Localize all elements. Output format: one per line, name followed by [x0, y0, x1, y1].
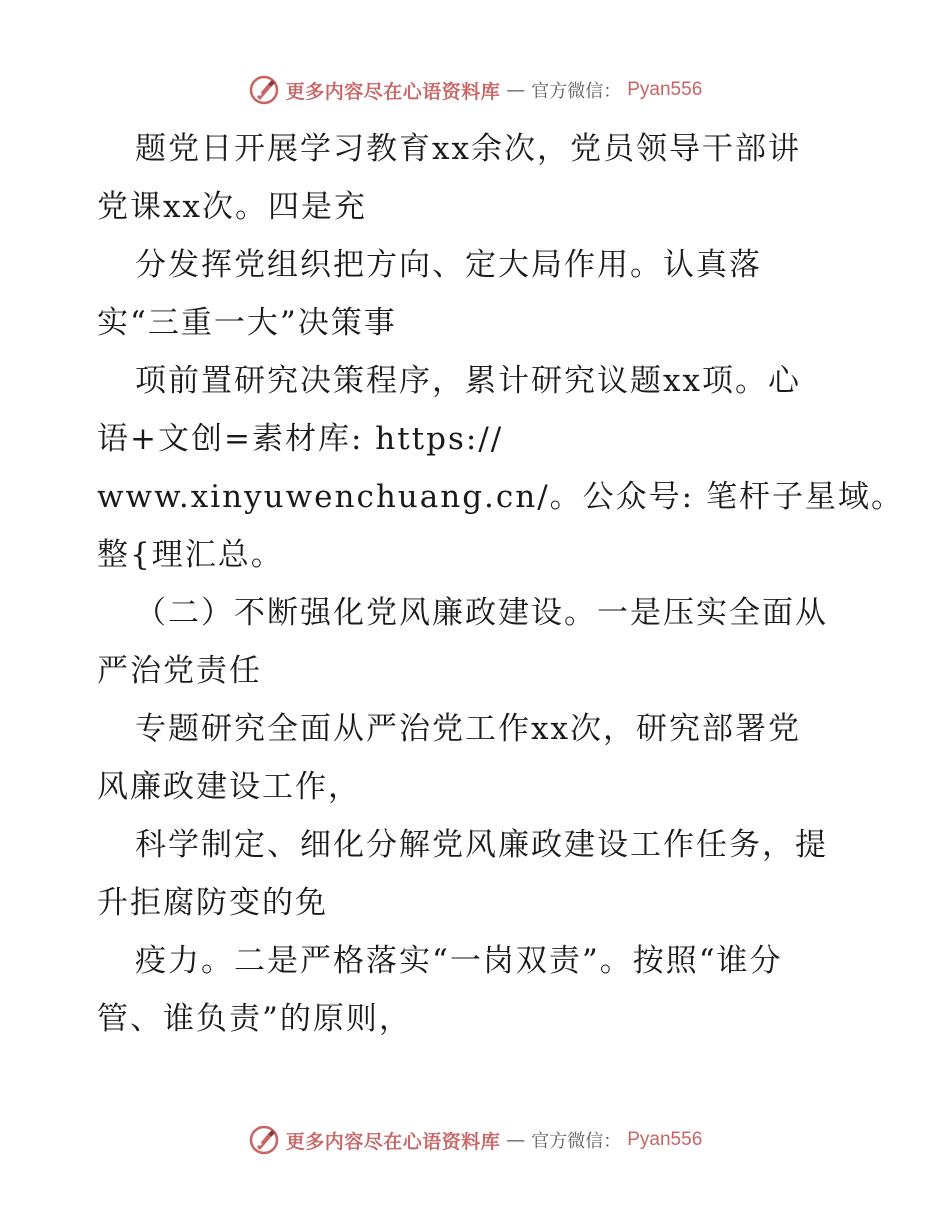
document-body — [97, 120, 904, 1048]
text-line: 管、谁负责”的原则， — [97, 1001, 412, 1037]
text-line: 题党日开展学习教育xx余次，党员领导干部讲 — [135, 131, 801, 167]
banner-dash: — — [506, 1129, 526, 1151]
pen-logo-icon — [248, 1124, 280, 1156]
pen-logo-icon — [248, 74, 280, 106]
text-line: 科学制定、细化分解党风廉政建设工作任务，提 — [135, 827, 828, 863]
text-line: 分发挥党组织把方向、定大局作用。认真落 — [135, 247, 762, 283]
banner-title: 更多内容尽在心语资料库 — [285, 80, 501, 103]
text-line: 整{理汇总。 — [97, 537, 284, 573]
text-line: 升拒腐防变的免 — [97, 885, 328, 921]
text-line: 党课xx次。四是充 — [97, 189, 367, 225]
text-line: 项前置研究决策程序，累计研究议题xx项。心 — [135, 363, 801, 399]
text-line: 严治党责任 — [97, 653, 262, 689]
text-line: 疫力。二是严格落实“一岗双责”。按照“谁分 — [135, 943, 783, 979]
text-line: 风廉政建设工作， — [97, 769, 361, 805]
header-banner — [0, 70, 950, 110]
wechat-id: Pyan556 — [627, 79, 703, 100]
banner-dash: — — [506, 79, 526, 101]
text-line: 语+文创=素材库: https:// — [97, 421, 504, 457]
wechat-label: 官方微信： — [531, 81, 622, 102]
text-line-url: www.xinyuwenchuang.cn/。公众号: 笔杆子星域。 — [97, 479, 904, 515]
text-line: 实“三重一大”决策事 — [97, 305, 397, 341]
wechat-id: Pyan556 — [627, 1129, 703, 1150]
wechat-label: 官方微信： — [531, 1131, 622, 1152]
banner-title: 更多内容尽在心语资料库 — [285, 1130, 501, 1153]
footer-banner — [0, 1120, 950, 1160]
section-heading-line: （二）不断强化党风廉政建设。一是压实全面从 — [135, 595, 828, 631]
text-line: 专题研究全面从严治党工作xx次，研究部署党 — [135, 711, 801, 747]
